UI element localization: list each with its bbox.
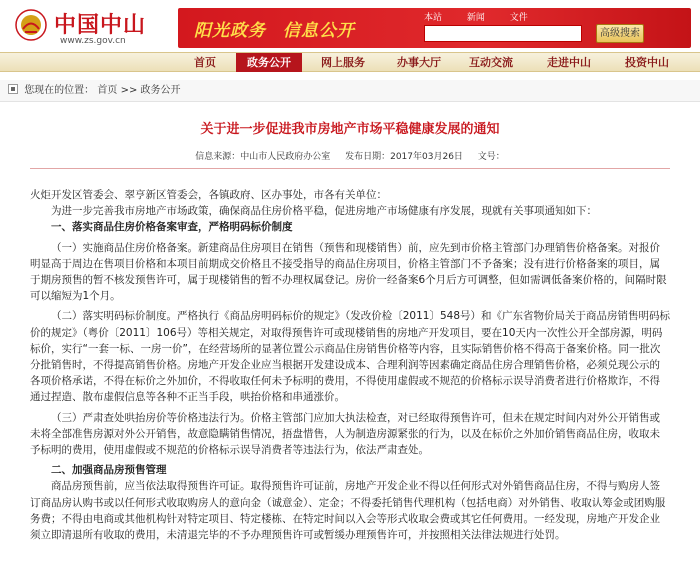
breadcrumb-home-link[interactable]: 首页 [97, 85, 118, 96]
advanced-search-button[interactable]: 高级搜索 [596, 24, 644, 43]
site-logo[interactable] [10, 6, 170, 50]
location-icon [8, 84, 18, 94]
paragraph-2-lead: 商品房预售前，应当依法取得预售许可证。取得预售许可证前，房地产开发企业不得以任何形式对外销售商品住房，不得与购房人签 [51, 480, 660, 493]
section-heading-2: 二、加强商品房预售管理 [51, 464, 167, 477]
salutation: 火炬开发区管委会、翠亨新区管委会，各镇政府、区办事处，市各有关单位： [30, 189, 387, 201]
scope-link-news[interactable]: 新闻 [466, 13, 485, 23]
slogan-part1: 阳光政务 [194, 21, 266, 41]
site-header [0, 0, 700, 52]
article [0, 118, 700, 543]
source-value: 中山市人民政府办公室 [240, 152, 331, 162]
emblem-icon [14, 8, 48, 42]
nav-item-interaction[interactable]: 互动交流 [469, 56, 513, 69]
search-input[interactable] [424, 25, 582, 42]
date-value: 2017年03月26日 [390, 152, 463, 162]
breadcrumb-separator: >> [120, 85, 138, 96]
date-field [345, 152, 463, 162]
header-banner [178, 8, 691, 48]
breadcrumb-current-link[interactable]: 政务公开 [140, 85, 181, 96]
site-url: www.zs.gov.cn [60, 36, 126, 46]
nav-item-online-service[interactable]: 网上服务 [321, 56, 365, 69]
paragraph-1-2: （二）落实明码标价制度。严格执行《商品房明码标价的规定》（发改价检〔2011〕548号）和《广东省物价局关于商品房销售明码标价的规定》（粤价〔2011〕106号）等相关规定，对取得预售许可或现楼销售的房地产开发项目，要在10天内一次性公开全部房源，明码标价，实行“一套一标、一房一价”，在经营场所的显著位置公示商品住房销售价格等内容，且实际销售价格不得高于备案价格。同一批次分批销售时，不得提高销售价格。房地产开发企业应当根据开发建设成本、合理利润等因素确定商品住房合理销售价格，必须兑现公示的各项价格承诺，不得在标价之外加价，不得收取任何未予标明的费用，不得使用虚假或不规范的价格标示误导消费者进行价格欺诈，不得通过捏造、散布虚假信息等各种不正当手段，哄抬价格和串通涨价。 [30, 310, 671, 404]
search-scope-links [424, 10, 550, 23]
article-body [30, 187, 670, 543]
paragraph-2-continued: 订商品房认购书或以任何形式收取购房人的意向金（诚意金）、定金；不得委托销售代理机构（包括电商）对外销售、收取认筹金或团购服务费；不得由电商或其他机构针对特定项目、特定楼栋、在特定时间以入会等形式收取会费或其它任何费用。一经发现，房地产开发企业须立即清退所有收取的费用，未清退完毕的不予办理预售许可或暂缓办理预售许可，并按照相关法律法规进行处罚。 [30, 496, 666, 542]
slogan-part2: 信息公开 [282, 21, 355, 41]
site-title: 中国中山 [54, 13, 147, 38]
source-field [195, 152, 330, 162]
nav-item-invest-zhongshan[interactable]: 投资中山 [625, 56, 669, 69]
banner-slogan [194, 16, 365, 41]
nav-item-home[interactable]: 首页 [194, 56, 216, 69]
scope-link-files[interactable]: 文件 [509, 13, 528, 23]
paragraph-1-1: （一）实施商品住房价格备案。新建商品住房项目在销售（预售和现楼销售）前，应先到市价格主管部门办理销售价格备案。对报价明显高于周边在售项目价格和本项目前期成交价格且不接受指导的商品住房项目，价格主管部门不予备案；没有进行价格备案的项目，属于期房预售的暂不核发预售许可，属于现楼销售的暂不办理权属登记。房价一经备案6个月后方可调整，但如需调低备案价格的，间隔时限可以缩短为1个月。 [30, 241, 667, 303]
paragraph-1-3: （三）严肃查处哄抬房价等价格违法行为。价格主管部门应加大执法检查，对已经取得预售许可，但未在规定时间内对外公开销售或未将全部准售房源对外公开销售，故意隐瞒销售情况，捂盘惜售，人为制造房源紧张的行为，以及在标价之外加价销售商品住房，收取未予标明的费用，使用虚假或不规范的价格标示误导消费者等违法行为，依法严肃查处。 [30, 411, 660, 457]
nav-item-service-hall[interactable]: 办事大厅 [397, 56, 441, 69]
article-title: 关于进一步促进我市房地产市场平稳健康发展的通知 [200, 122, 500, 137]
doc-no-label: 文号： [477, 152, 505, 162]
main-nav [0, 52, 700, 72]
article-meta [30, 149, 670, 169]
doc-no-field [478, 152, 505, 162]
scope-link-site[interactable]: 本站 [424, 13, 443, 23]
section-heading-1: 一、落实商品住房价格备案审查，严格明码标价制度 [51, 221, 293, 234]
breadcrumb-label: 您现在的位置： [24, 85, 95, 96]
nav-item-gov-affairs[interactable]: 政务公开 [236, 53, 302, 72]
breadcrumb [0, 80, 700, 102]
nav-item-about-zhongshan[interactable]: 走进中山 [547, 56, 591, 69]
intro-paragraph: 为进一步完善我市房地产市场政策，确保商品住房价格平稳，促进房地产市场健康有序发展，现就有关事项通知如下： [51, 205, 597, 218]
source-label: 信息来源： [195, 152, 241, 162]
date-label: 发布日期： [345, 152, 391, 162]
